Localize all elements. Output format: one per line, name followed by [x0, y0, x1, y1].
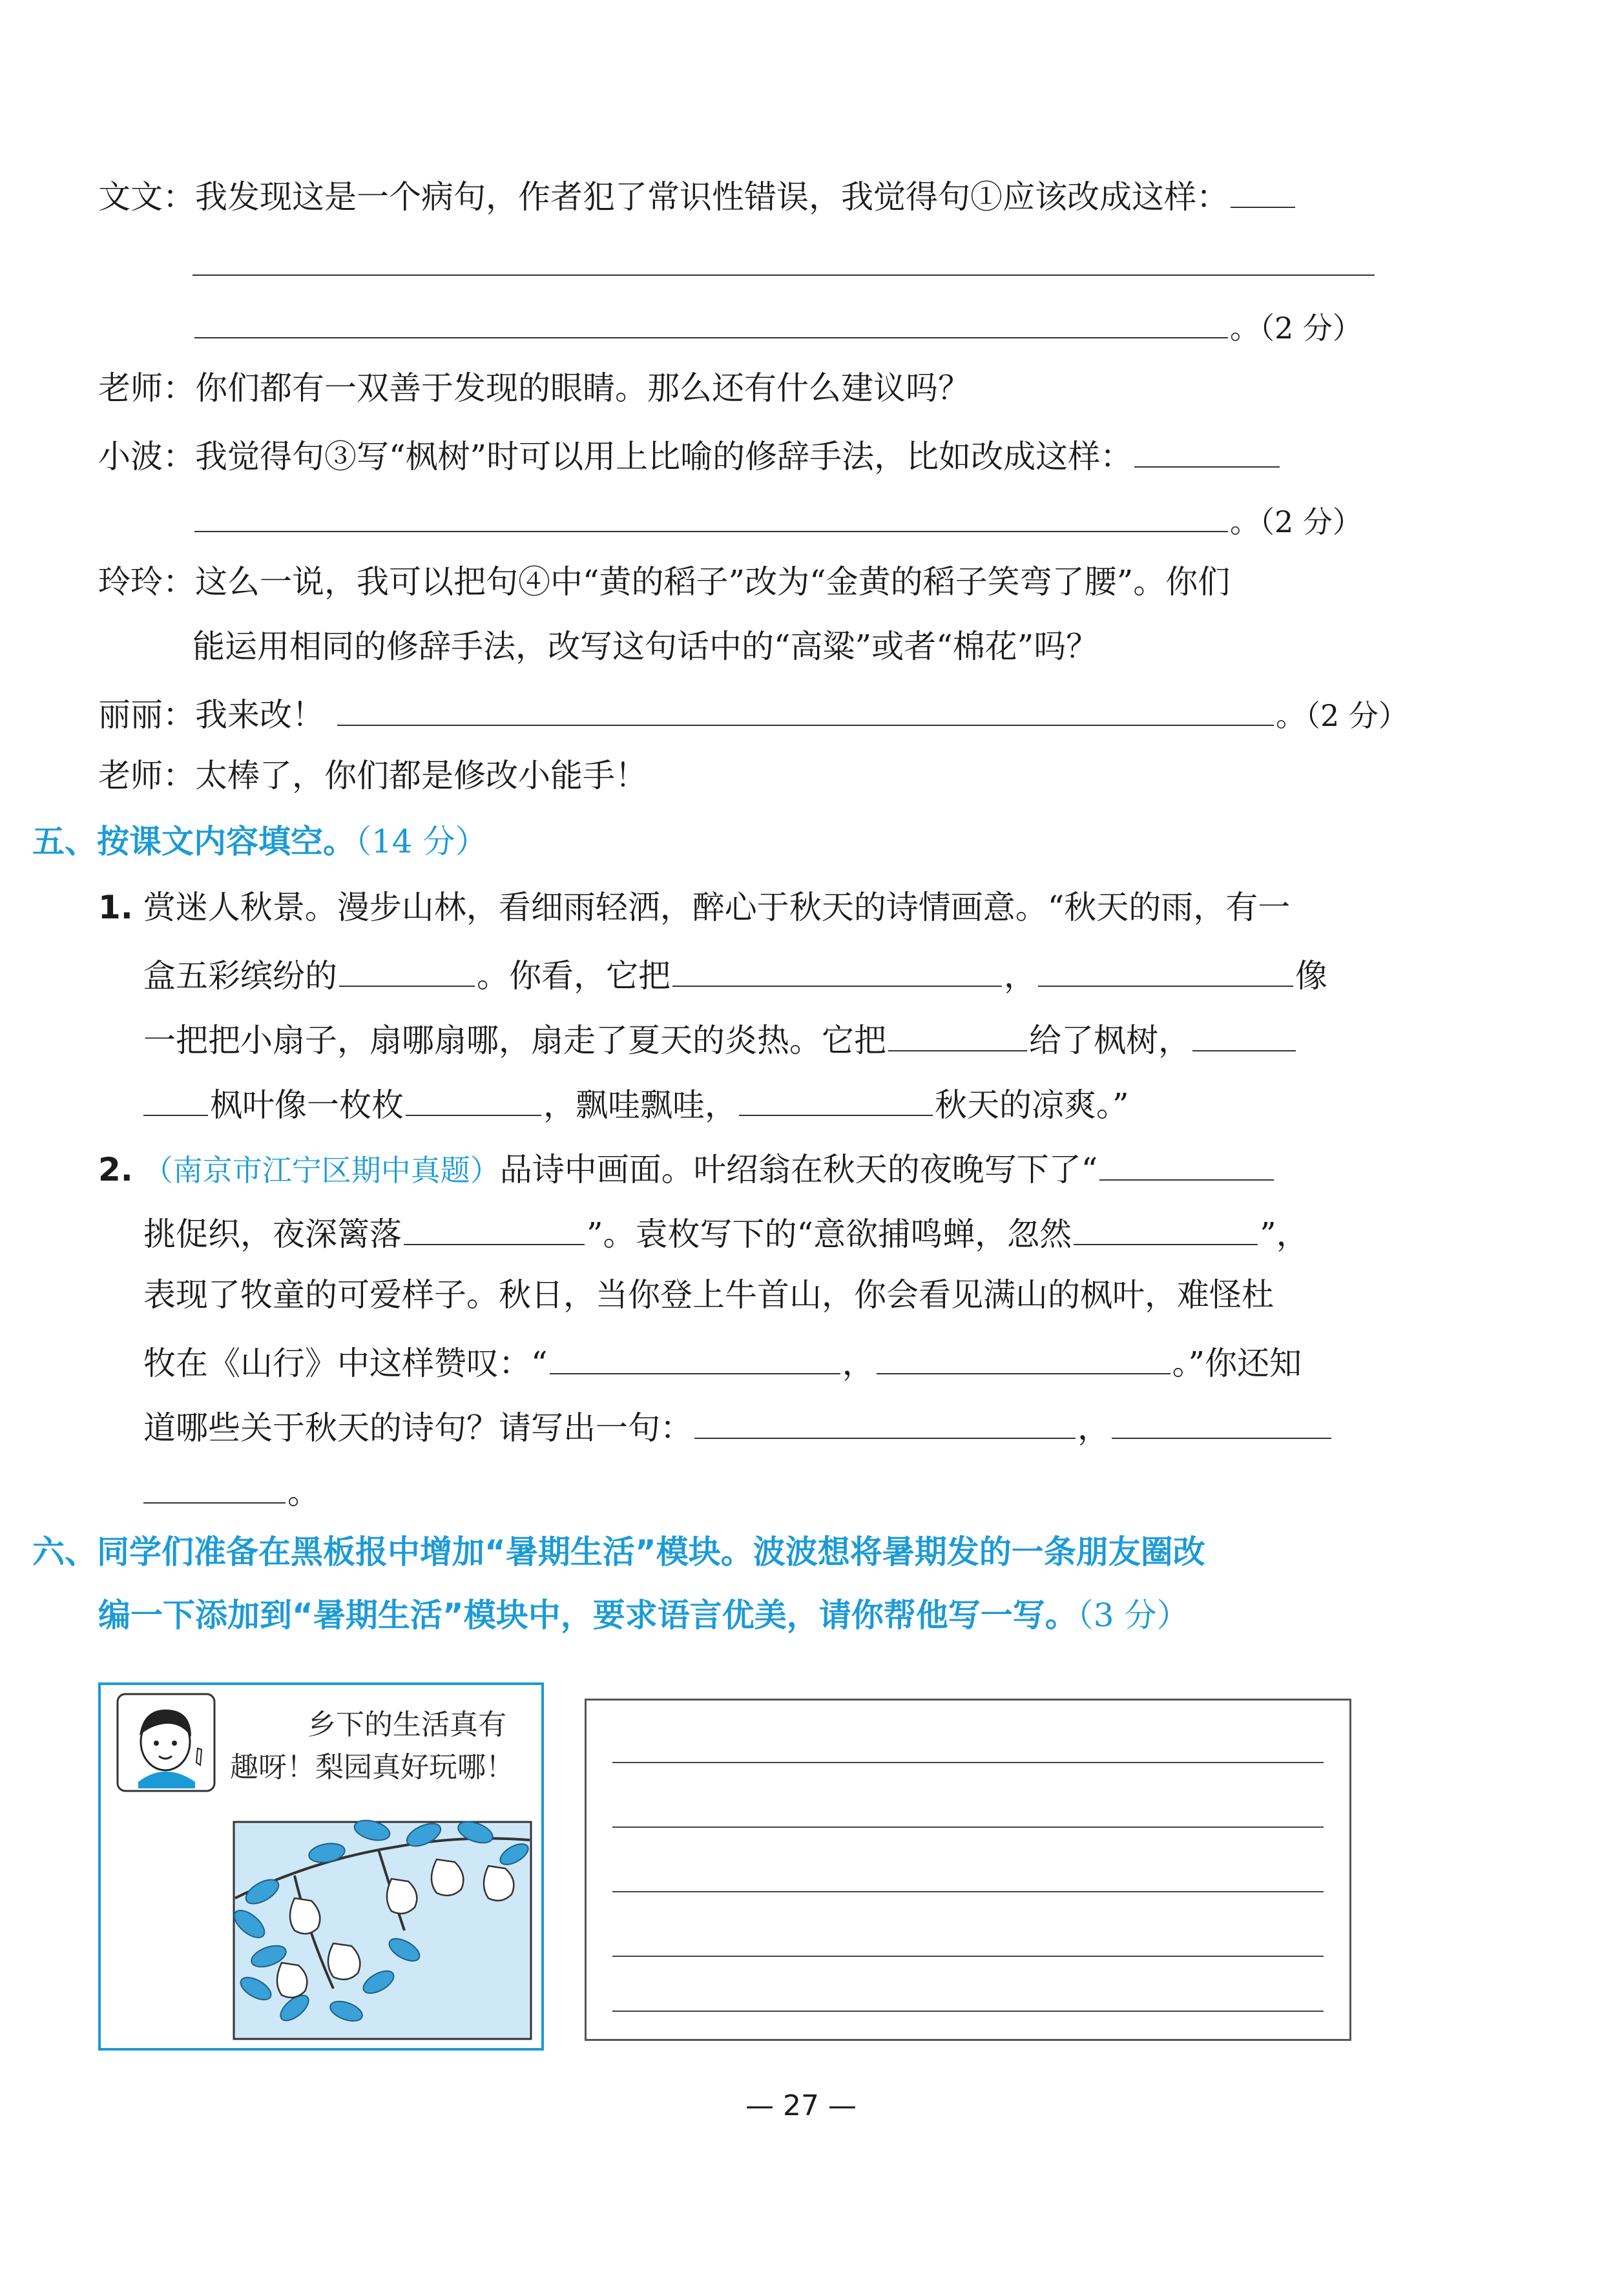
answer-blank[interactable] — [143, 1466, 286, 1504]
lingling-line-2 — [192, 624, 1098, 669]
q2-line-1 — [98, 1143, 1276, 1188]
answer-blank[interactable] — [337, 688, 1274, 726]
section5-title: 五、按课文内容填空。 — [32, 823, 355, 860]
q2-text: 挑促织，夜深篱落 — [143, 1215, 402, 1253]
lingling-text-2: 能运用相同的修辞手法，改写这句话中的“高粱”或者“棉花”吗？ — [192, 628, 1099, 665]
q1-text: 赏迷人秋景。漫步山林，看细雨轻洒，醉心于秋天的诗情画意。“秋天的雨，有一 — [143, 889, 1291, 926]
section6-heading — [32, 1529, 1205, 1575]
speaker-teacher: 老师： — [98, 757, 195, 794]
section6-title-2: 编一下添加到“暑期生活”模块中，要求语言优美，请你帮他写一写。 — [98, 1597, 1077, 1634]
teacher-line-2 — [98, 753, 647, 798]
q1-text: 一把把小扇子，扇哪扇哪，扇走了夏天的炎热。它把 — [143, 1022, 886, 1059]
q2-text: ， — [842, 1345, 875, 1382]
q2-line-2 — [143, 1208, 1309, 1253]
answer-line[interactable] — [192, 274, 1375, 276]
lingling-line — [98, 559, 1230, 605]
q1-line-4 — [143, 1079, 1129, 1124]
xiaobo-line — [98, 430, 1282, 475]
writing-line[interactable] — [612, 1891, 1324, 1892]
q2-text: 牧在《山行》中这样赞叹：“ — [143, 1345, 548, 1382]
q2-text: 表现了牧童的可爱样子。秋日，当你登上牛首山，你会看见满山的枫叶，难怪杜 — [143, 1276, 1274, 1314]
q2-line-6 — [143, 1466, 320, 1511]
answer-blank[interactable] — [1134, 430, 1280, 468]
q1-line-2 — [143, 949, 1327, 995]
bubble-line-2: 趣呀！梨园真好玩哪！ — [230, 1751, 514, 1784]
section6-heading-2 — [98, 1593, 1189, 1638]
speaker-teacher: 老师： — [98, 369, 195, 407]
q2-number: 2. — [98, 1151, 133, 1188]
q1-text: 。你看，它把 — [477, 957, 671, 995]
wenwen-text: 我发现这是一个病句，作者犯了常识性错误，我觉得句①应该改成这样： — [195, 178, 1229, 216]
section5-heading — [32, 819, 488, 864]
page-number: 27 — [783, 2089, 819, 2122]
xiaobo-answer-line — [192, 495, 1362, 540]
q1-text: ， — [1004, 957, 1036, 995]
q1-text: ，飘哇飘哇， — [543, 1086, 737, 1124]
lingling-text: 这么一说，我可以把句④中“黄的稻子”改为“金黄的稻子笑弯了腰”。你们 — [195, 563, 1231, 601]
q1-text: 盒五彩缤纷的 — [143, 957, 337, 995]
q2-text: ， — [1077, 1409, 1110, 1447]
score-label: 。（2 分） — [1230, 311, 1362, 346]
answer-blank[interactable] — [550, 1337, 840, 1374]
q2-line-5 — [143, 1401, 1333, 1447]
q2-line-4 — [143, 1337, 1302, 1382]
answer-blank[interactable] — [1074, 1208, 1258, 1245]
q2-text: 道哪些关于秋天的诗句？请写出一句： — [143, 1409, 692, 1447]
lili-text: 我来改！ — [195, 696, 324, 734]
q2-text: ”， — [1260, 1215, 1309, 1253]
wenwen-line — [98, 171, 1297, 216]
lili-line — [98, 688, 1408, 734]
score-label: 。（2 分） — [1230, 504, 1362, 539]
teacher-line-1 — [98, 366, 970, 411]
answer-blank[interactable] — [404, 1208, 585, 1245]
answer-blank[interactable] — [194, 495, 1228, 532]
speaker-xiaobo: 小波： — [98, 438, 195, 475]
xiaobo-text: 我觉得句③写“枫树”时可以用上比喻的修辞手法，比如改成这样： — [195, 438, 1133, 475]
illustration-panel — [98, 1682, 544, 2051]
answer-blank[interactable] — [739, 1079, 933, 1116]
answer-blank[interactable] — [1231, 171, 1295, 208]
speaker-wenwen: 文文： — [98, 178, 195, 216]
teacher-text: 你们都有一双善于发现的眼睛。那么还有什么建议吗？ — [195, 369, 970, 407]
answer-blank[interactable] — [877, 1337, 1170, 1374]
answer-blank[interactable] — [888, 1014, 1027, 1051]
answer-blank[interactable] — [672, 949, 1002, 987]
wenwen-answer-line — [192, 301, 1362, 346]
q1-text: 像 — [1295, 957, 1327, 995]
answer-blank[interactable] — [1192, 1014, 1296, 1051]
q1-text: 秋天的凉爽。” — [935, 1086, 1129, 1124]
bubble-line-1: 乡下的生活真有 — [307, 1708, 506, 1741]
page-footer — [0, 2089, 1602, 2122]
writing-line[interactable] — [612, 1762, 1324, 1763]
section5-points: （14 分） — [355, 823, 488, 860]
section6-title: 六、同学们准备在黑板报中增加“暑期生活”模块。波波想将暑期发的一条朋友圈改 — [32, 1533, 1205, 1571]
answer-blank[interactable] — [406, 1079, 541, 1116]
answer-blank[interactable] — [339, 949, 475, 987]
q1-text: 给了枫树， — [1029, 1022, 1191, 1059]
answer-blank[interactable] — [694, 1401, 1076, 1439]
q2-source: （南京市江宁区期中真题） — [143, 1153, 500, 1188]
q2-text: 。 — [287, 1474, 320, 1511]
q2-text: 品诗中画面。叶绍翁在秋天的夜晚写下了“ — [499, 1151, 1098, 1188]
writing-line[interactable] — [612, 1826, 1324, 1828]
answer-blank[interactable] — [1099, 1143, 1274, 1181]
q2-text: ”。袁枚写下的“意欲捕鸣蝉，忽然 — [587, 1215, 1072, 1253]
q2-text: 。”你还知 — [1172, 1345, 1302, 1382]
answer-blank[interactable] — [1038, 949, 1293, 987]
writing-line[interactable] — [612, 1956, 1324, 1957]
q2-line-3 — [143, 1272, 1274, 1318]
pear-tree-picture — [234, 1822, 531, 2039]
q1-number: 1. — [98, 889, 133, 926]
illustration — [101, 1685, 541, 2048]
q1-line-1 — [98, 885, 1290, 930]
section6-points: （3 分） — [1077, 1597, 1189, 1634]
q1-line-3 — [143, 1014, 1298, 1059]
q1-text: 枫叶像一枚枚 — [210, 1086, 404, 1124]
speaker-lili: 丽丽： — [98, 696, 195, 734]
score-label: 。（2 分） — [1276, 698, 1408, 733]
dash-left: — — [745, 2089, 783, 2122]
teacher-text: 太棒了，你们都是修改小能手！ — [195, 757, 647, 794]
writing-answer-box[interactable] — [585, 1699, 1351, 2041]
answer-blank[interactable] — [194, 301, 1228, 338]
answer-blank[interactable] — [143, 1079, 208, 1116]
dash-right: — — [819, 2089, 857, 2122]
writing-line[interactable] — [612, 2011, 1324, 2012]
speaker-lingling: 玲玲： — [98, 563, 195, 601]
answer-blank[interactable] — [1112, 1401, 1331, 1439]
